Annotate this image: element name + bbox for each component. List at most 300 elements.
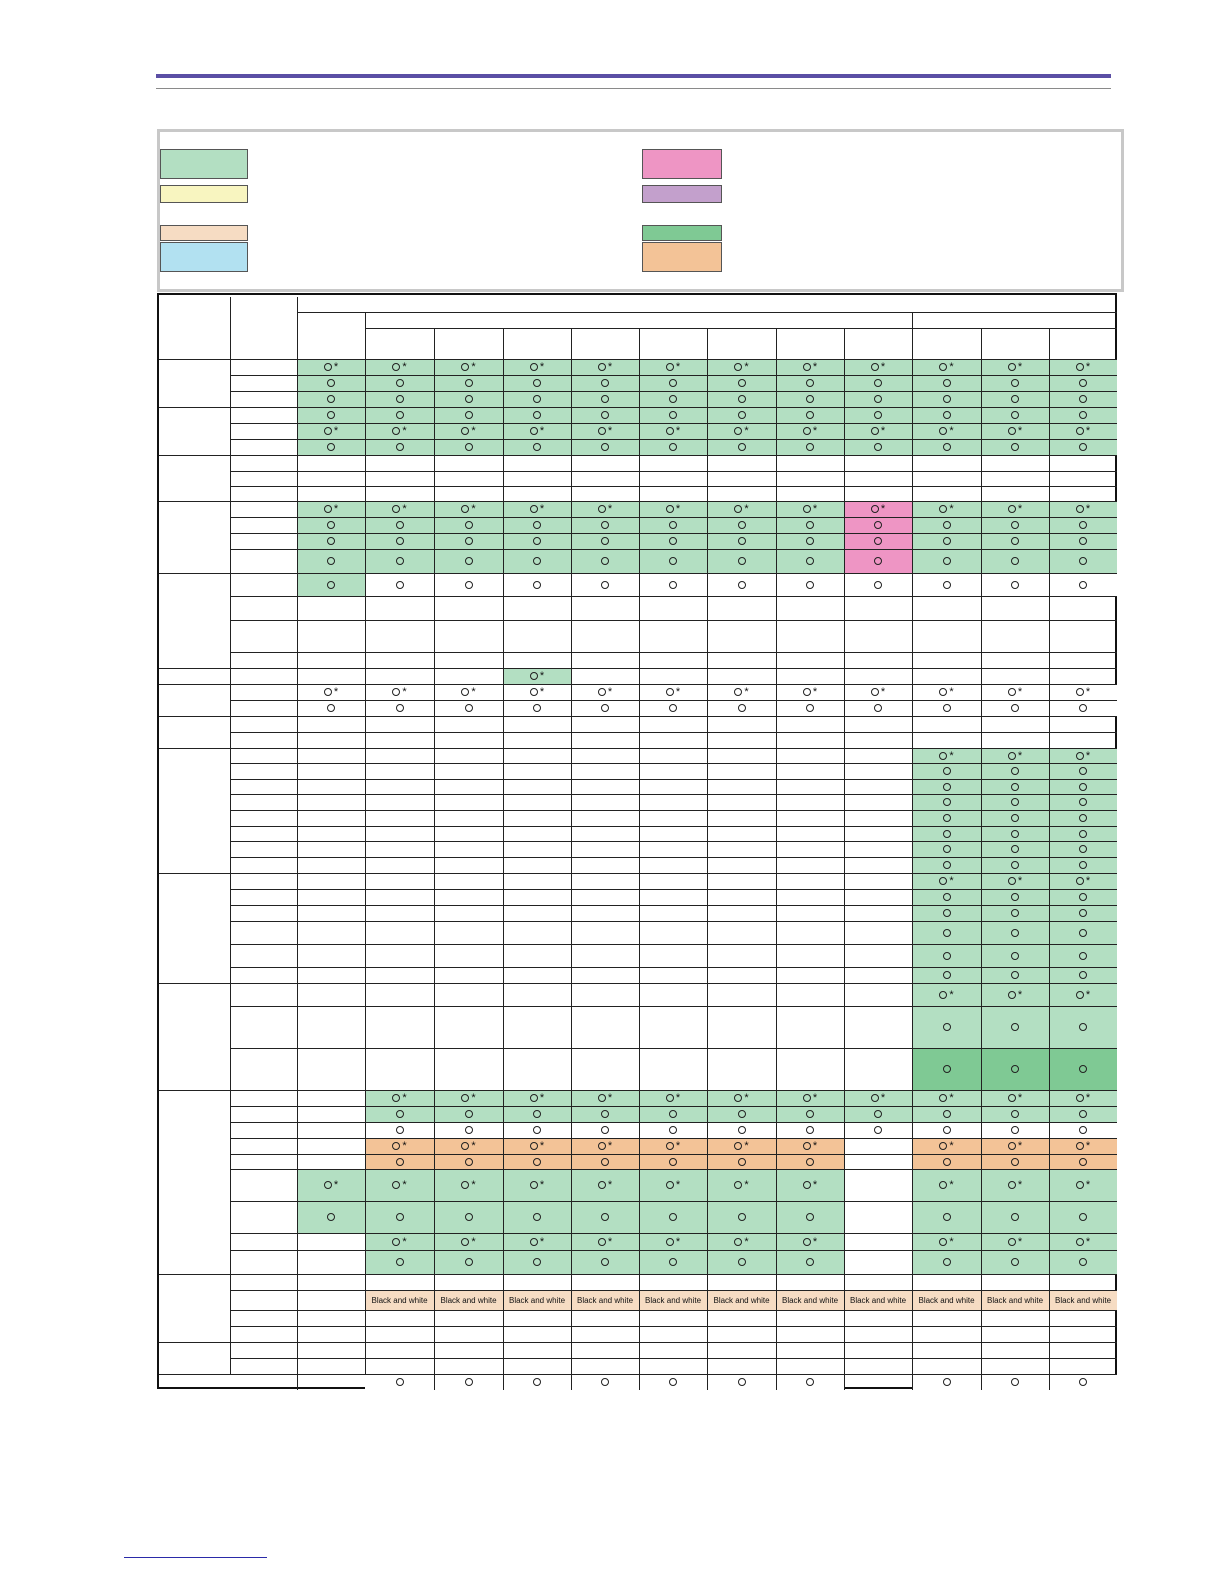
table-cell — [639, 1250, 707, 1274]
circle-mark-icon — [806, 443, 814, 451]
circle-mark-icon — [943, 704, 951, 712]
table-cell — [571, 549, 639, 573]
circle-mark-icon — [939, 1181, 947, 1189]
asterisk-icon: * — [539, 361, 545, 373]
asterisk-icon: * — [539, 1140, 545, 1152]
table-cell — [639, 748, 707, 763]
circle-mark-icon — [327, 1213, 335, 1221]
circle-mark-icon — [803, 1094, 811, 1102]
table-cell — [776, 1090, 844, 1106]
table-cell — [981, 1138, 1049, 1154]
table-cell — [981, 1048, 1049, 1090]
table-cell — [365, 455, 434, 471]
table-cell — [297, 748, 365, 763]
table-cell — [844, 905, 912, 921]
table-cell — [434, 471, 503, 486]
circle-mark-icon — [939, 505, 947, 513]
circle-mark-icon — [803, 363, 811, 371]
group-hline — [159, 748, 230, 749]
table-cell — [571, 732, 639, 748]
circle-mark-icon — [465, 581, 473, 589]
table-cell — [844, 983, 912, 1006]
table-cell — [707, 810, 776, 826]
asterisk-icon: * — [539, 1092, 545, 1104]
asterisk-icon: * — [812, 686, 818, 698]
circle-mark-icon — [1011, 929, 1019, 937]
table-cell — [365, 1310, 434, 1326]
table-cell — [776, 1326, 844, 1342]
table-cell — [707, 455, 776, 471]
circle-mark-icon — [806, 1213, 814, 1221]
table-cell — [434, 652, 503, 668]
table-cell — [707, 921, 776, 944]
table-cell — [981, 1310, 1049, 1326]
table-cell — [776, 407, 844, 423]
circle-mark-icon — [396, 1378, 404, 1386]
table-cell — [503, 684, 571, 700]
table-cell — [1049, 1326, 1117, 1342]
table-cell — [639, 1201, 707, 1233]
circle-mark-icon — [1079, 1126, 1087, 1134]
table-cell — [707, 841, 776, 857]
asterisk-icon: * — [539, 1235, 545, 1248]
table-cell — [776, 1106, 844, 1122]
row-hline — [230, 700, 1117, 701]
table-cell — [434, 748, 503, 763]
table-cell — [503, 944, 571, 967]
table-cell — [981, 423, 1049, 439]
table-cell — [776, 455, 844, 471]
table-cell — [434, 763, 503, 779]
table-cell — [503, 533, 571, 549]
circle-mark-icon — [396, 1126, 404, 1134]
table-cell — [1049, 1250, 1117, 1274]
circle-mark-icon — [533, 1158, 541, 1166]
table-cell — [981, 549, 1049, 573]
circle-mark-icon — [465, 521, 473, 529]
table-cell — [912, 944, 981, 967]
row-hline — [230, 407, 1117, 408]
table-cell — [707, 652, 776, 668]
table-cell — [434, 423, 503, 439]
table-cell — [981, 501, 1049, 517]
table-cell — [639, 391, 707, 407]
asterisk-icon: * — [333, 425, 339, 437]
table-cell — [571, 1201, 639, 1233]
circle-mark-icon — [666, 427, 674, 435]
table-cell — [707, 826, 776, 841]
table-cell — [365, 423, 434, 439]
table-cell — [981, 1358, 1049, 1374]
circle-mark-icon — [530, 505, 538, 513]
table-cell — [571, 944, 639, 967]
row-hline — [230, 375, 1117, 376]
table-cell — [707, 1374, 776, 1390]
table-cell — [503, 921, 571, 944]
table-cell — [503, 1233, 571, 1250]
bw-label: Black and white — [849, 1295, 907, 1305]
table-cell — [639, 1274, 707, 1290]
circle-mark-icon — [465, 537, 473, 545]
table-cell — [434, 1342, 503, 1358]
circle-mark-icon — [943, 443, 951, 451]
asterisk-icon: * — [607, 425, 613, 437]
table-cell — [365, 1048, 434, 1090]
row-hline — [230, 1290, 1117, 1291]
table-cell — [365, 1006, 434, 1048]
table-cell — [1049, 748, 1117, 763]
table-cell — [297, 841, 365, 857]
table-cell — [707, 779, 776, 794]
circle-mark-icon — [939, 752, 947, 760]
table-cell — [1049, 763, 1117, 779]
table-cell — [434, 439, 503, 455]
circle-mark-icon — [871, 1094, 879, 1102]
table-cell — [707, 1358, 776, 1374]
table-cell — [844, 748, 912, 763]
table-cell — [365, 1122, 434, 1138]
asterisk-icon: * — [607, 1179, 613, 1191]
asterisk-icon: * — [949, 1179, 954, 1191]
asterisk-icon: * — [949, 988, 954, 1001]
table-cell — [912, 967, 981, 983]
table-cell — [365, 486, 434, 501]
circle-mark-icon — [669, 537, 677, 545]
table-cell — [912, 1169, 981, 1201]
table-cell — [571, 471, 639, 486]
circle-mark-icon — [874, 1110, 882, 1118]
asterisk-icon: * — [402, 1235, 407, 1248]
table-cell — [297, 1201, 365, 1233]
row-hline — [230, 732, 1117, 733]
table-cell — [365, 905, 434, 921]
table-cell — [503, 620, 571, 652]
table-cell — [776, 486, 844, 501]
circle-mark-icon — [738, 581, 746, 589]
circle-mark-icon — [1076, 1094, 1084, 1102]
table-cell — [503, 983, 571, 1006]
group-hline — [159, 573, 230, 574]
table-cell — [434, 1290, 503, 1310]
row-hline — [230, 455, 1117, 456]
row-hline — [230, 423, 1117, 424]
table-cell — [297, 684, 365, 700]
table-cell — [434, 501, 503, 517]
circle-mark-icon — [734, 1094, 742, 1102]
asterisk-icon: * — [744, 361, 749, 373]
table-cell — [503, 857, 571, 873]
col-vline — [1049, 328, 1050, 1390]
table-cell — [434, 967, 503, 983]
circle-mark-icon — [533, 443, 541, 451]
row-hline — [230, 1201, 1117, 1202]
table-cell — [571, 1290, 639, 1310]
bw-label: Black and white — [781, 1295, 839, 1305]
table-cell — [365, 1106, 434, 1122]
circle-mark-icon — [1011, 814, 1019, 822]
row-hline — [230, 794, 1117, 795]
table-cell — [912, 1122, 981, 1138]
table-cell — [844, 716, 912, 732]
table-cell — [981, 873, 1049, 889]
row-hline — [230, 596, 1117, 597]
table-cell — [639, 1048, 707, 1090]
table-cell — [434, 359, 503, 375]
table-cell — [707, 407, 776, 423]
table-cell — [571, 810, 639, 826]
asterisk-icon: * — [1017, 1092, 1023, 1104]
asterisk-icon: * — [1017, 749, 1023, 762]
table-cell — [776, 533, 844, 549]
circle-mark-icon — [327, 581, 335, 589]
circle-mark-icon — [1011, 830, 1019, 838]
bw-label: Black and white — [440, 1295, 497, 1305]
circle-mark-icon — [1011, 704, 1019, 712]
circle-mark-icon — [396, 704, 404, 712]
circle-mark-icon — [1079, 1110, 1087, 1118]
table-cell — [365, 944, 434, 967]
row-hline — [230, 620, 1117, 621]
table-cell — [981, 620, 1049, 652]
table-cell — [1049, 732, 1117, 748]
table-cell — [571, 423, 639, 439]
row-hline — [230, 1274, 1117, 1275]
table-cell — [707, 1048, 776, 1090]
table-cell — [639, 1233, 707, 1250]
circle-mark-icon — [1008, 1094, 1016, 1102]
circle-mark-icon — [1008, 1181, 1016, 1189]
table-cell — [707, 700, 776, 716]
table-cell — [571, 1122, 639, 1138]
table-cell — [434, 1090, 503, 1106]
table-cell — [639, 533, 707, 549]
table-cell — [297, 967, 365, 983]
table-cell — [503, 716, 571, 732]
row-hline — [230, 486, 1117, 487]
table-cell — [297, 423, 365, 439]
table-cell — [503, 1326, 571, 1342]
table-cell — [365, 668, 434, 684]
table-cell — [365, 748, 434, 763]
circle-mark-icon — [1011, 521, 1019, 529]
circle-mark-icon — [669, 1378, 677, 1386]
row-hline — [230, 1358, 1117, 1359]
col-vline — [912, 312, 913, 328]
circle-mark-icon — [943, 521, 951, 529]
table-cell — [639, 716, 707, 732]
row-hline — [230, 748, 1117, 749]
table-cell — [1049, 1201, 1117, 1233]
table-cell — [571, 375, 639, 391]
table-cell — [365, 873, 434, 889]
table-cell — [981, 1274, 1049, 1290]
circle-mark-icon — [1079, 1258, 1087, 1266]
table-cell — [365, 439, 434, 455]
table-cell — [707, 857, 776, 873]
table-cell — [981, 1122, 1049, 1138]
table-cell — [707, 748, 776, 763]
table-cell — [707, 620, 776, 652]
table-cell — [844, 501, 912, 517]
table-cell — [981, 1290, 1049, 1310]
table-cell — [1049, 407, 1117, 423]
circle-mark-icon — [874, 411, 882, 419]
circle-mark-icon — [1079, 411, 1087, 419]
table-cell — [639, 423, 707, 439]
col-vline — [776, 328, 777, 1390]
table-cell — [503, 905, 571, 921]
asterisk-icon: * — [402, 1140, 407, 1152]
circle-mark-icon — [1011, 845, 1019, 853]
table-cell — [1049, 1374, 1117, 1390]
table-cell — [981, 794, 1049, 810]
table-cell — [365, 967, 434, 983]
table-cell — [434, 573, 503, 596]
table-cell — [844, 794, 912, 810]
circle-mark-icon — [1079, 952, 1087, 960]
table-cell — [639, 1122, 707, 1138]
table-cell — [912, 1006, 981, 1048]
table-cell — [1049, 905, 1117, 921]
table-cell — [776, 857, 844, 873]
circle-mark-icon — [1076, 505, 1084, 513]
circle-mark-icon — [734, 505, 742, 513]
footer-link-underline[interactable] — [124, 1557, 267, 1558]
table-cell — [912, 873, 981, 889]
table-cell — [1049, 794, 1117, 810]
circle-mark-icon — [396, 1158, 404, 1166]
row-hline — [230, 1106, 1117, 1107]
table-cell — [1049, 944, 1117, 967]
asterisk-icon: * — [333, 503, 339, 515]
table-cell — [434, 1358, 503, 1374]
table-cell — [912, 652, 981, 668]
table-cell — [503, 439, 571, 455]
circle-mark-icon — [738, 411, 746, 419]
table-cell — [639, 652, 707, 668]
circle-mark-icon — [943, 557, 951, 565]
table-cell — [503, 1048, 571, 1090]
circle-mark-icon — [734, 1142, 742, 1150]
circle-mark-icon — [871, 505, 879, 513]
table-cell — [365, 549, 434, 573]
asterisk-icon: * — [1017, 1235, 1023, 1248]
asterisk-icon: * — [539, 425, 545, 437]
table-cell — [981, 359, 1049, 375]
table-cell — [981, 716, 1049, 732]
circle-mark-icon — [669, 521, 677, 529]
table-cell — [365, 620, 434, 652]
circle-mark-icon — [530, 363, 538, 371]
table-cell — [297, 407, 365, 423]
table-cell — [434, 826, 503, 841]
asterisk-icon: * — [539, 1179, 545, 1191]
circle-mark-icon — [806, 581, 814, 589]
row-hline — [230, 841, 1117, 842]
row-hline — [230, 967, 1117, 968]
table-cell — [776, 889, 844, 905]
table-cell — [981, 841, 1049, 857]
table-cell — [912, 1154, 981, 1169]
table-cell — [981, 1169, 1049, 1201]
table-cell — [844, 391, 912, 407]
table-cell — [707, 716, 776, 732]
bw-label: Black and white — [508, 1295, 566, 1305]
row-hline — [230, 517, 1117, 518]
circle-mark-icon — [1079, 1213, 1087, 1221]
table-cell — [707, 905, 776, 921]
table-cell — [1049, 873, 1117, 889]
circle-mark-icon — [1011, 379, 1019, 387]
table-cell — [844, 1310, 912, 1326]
col-vline — [639, 328, 640, 1390]
header-hline — [159, 359, 1117, 360]
circle-mark-icon — [601, 704, 609, 712]
table-cell — [639, 905, 707, 921]
circle-mark-icon — [1079, 1065, 1087, 1073]
table-cell — [1049, 1048, 1117, 1090]
table-cell — [297, 1122, 365, 1138]
circle-mark-icon — [874, 395, 882, 403]
table-cell — [571, 905, 639, 921]
table-cell — [776, 423, 844, 439]
circle-mark-icon — [1011, 1065, 1019, 1073]
table-cell — [434, 596, 503, 620]
circle-mark-icon — [943, 861, 951, 869]
table-cell — [297, 905, 365, 921]
circle-mark-icon — [530, 672, 538, 680]
table-cell — [707, 1274, 776, 1290]
table-cell — [365, 1326, 434, 1342]
table-cell — [844, 1138, 912, 1154]
circle-mark-icon — [396, 557, 404, 565]
table-cell — [707, 1138, 776, 1154]
circle-mark-icon — [806, 379, 814, 387]
asterisk-icon: * — [744, 686, 749, 698]
circle-mark-icon — [734, 427, 742, 435]
table-cell — [776, 517, 844, 533]
asterisk-icon: * — [333, 686, 339, 698]
table-cell — [776, 668, 844, 684]
circle-mark-icon — [1079, 1158, 1087, 1166]
table-cell — [297, 1326, 365, 1342]
circle-mark-icon — [939, 1238, 947, 1246]
asterisk-icon: * — [607, 1235, 613, 1248]
circle-mark-icon — [598, 1181, 606, 1189]
table-cell — [639, 810, 707, 826]
circle-mark-icon — [465, 1378, 473, 1386]
table-cell — [912, 794, 981, 810]
table-cell — [297, 810, 365, 826]
circle-mark-icon — [601, 379, 609, 387]
table-cell — [297, 620, 365, 652]
table-cell — [776, 1233, 844, 1250]
table-cell — [776, 471, 844, 486]
circle-mark-icon — [1079, 845, 1087, 853]
table-cell — [639, 1290, 707, 1310]
row-hline — [230, 1233, 1117, 1234]
circle-mark-icon — [327, 411, 335, 419]
circle-mark-icon — [874, 537, 882, 545]
table-cell — [639, 573, 707, 596]
table-cell — [1049, 1169, 1117, 1201]
table-cell — [707, 533, 776, 549]
circle-mark-icon — [943, 411, 951, 419]
table-cell — [844, 1358, 912, 1374]
table-cell — [776, 391, 844, 407]
table-cell — [297, 983, 365, 1006]
table-cell — [365, 517, 434, 533]
